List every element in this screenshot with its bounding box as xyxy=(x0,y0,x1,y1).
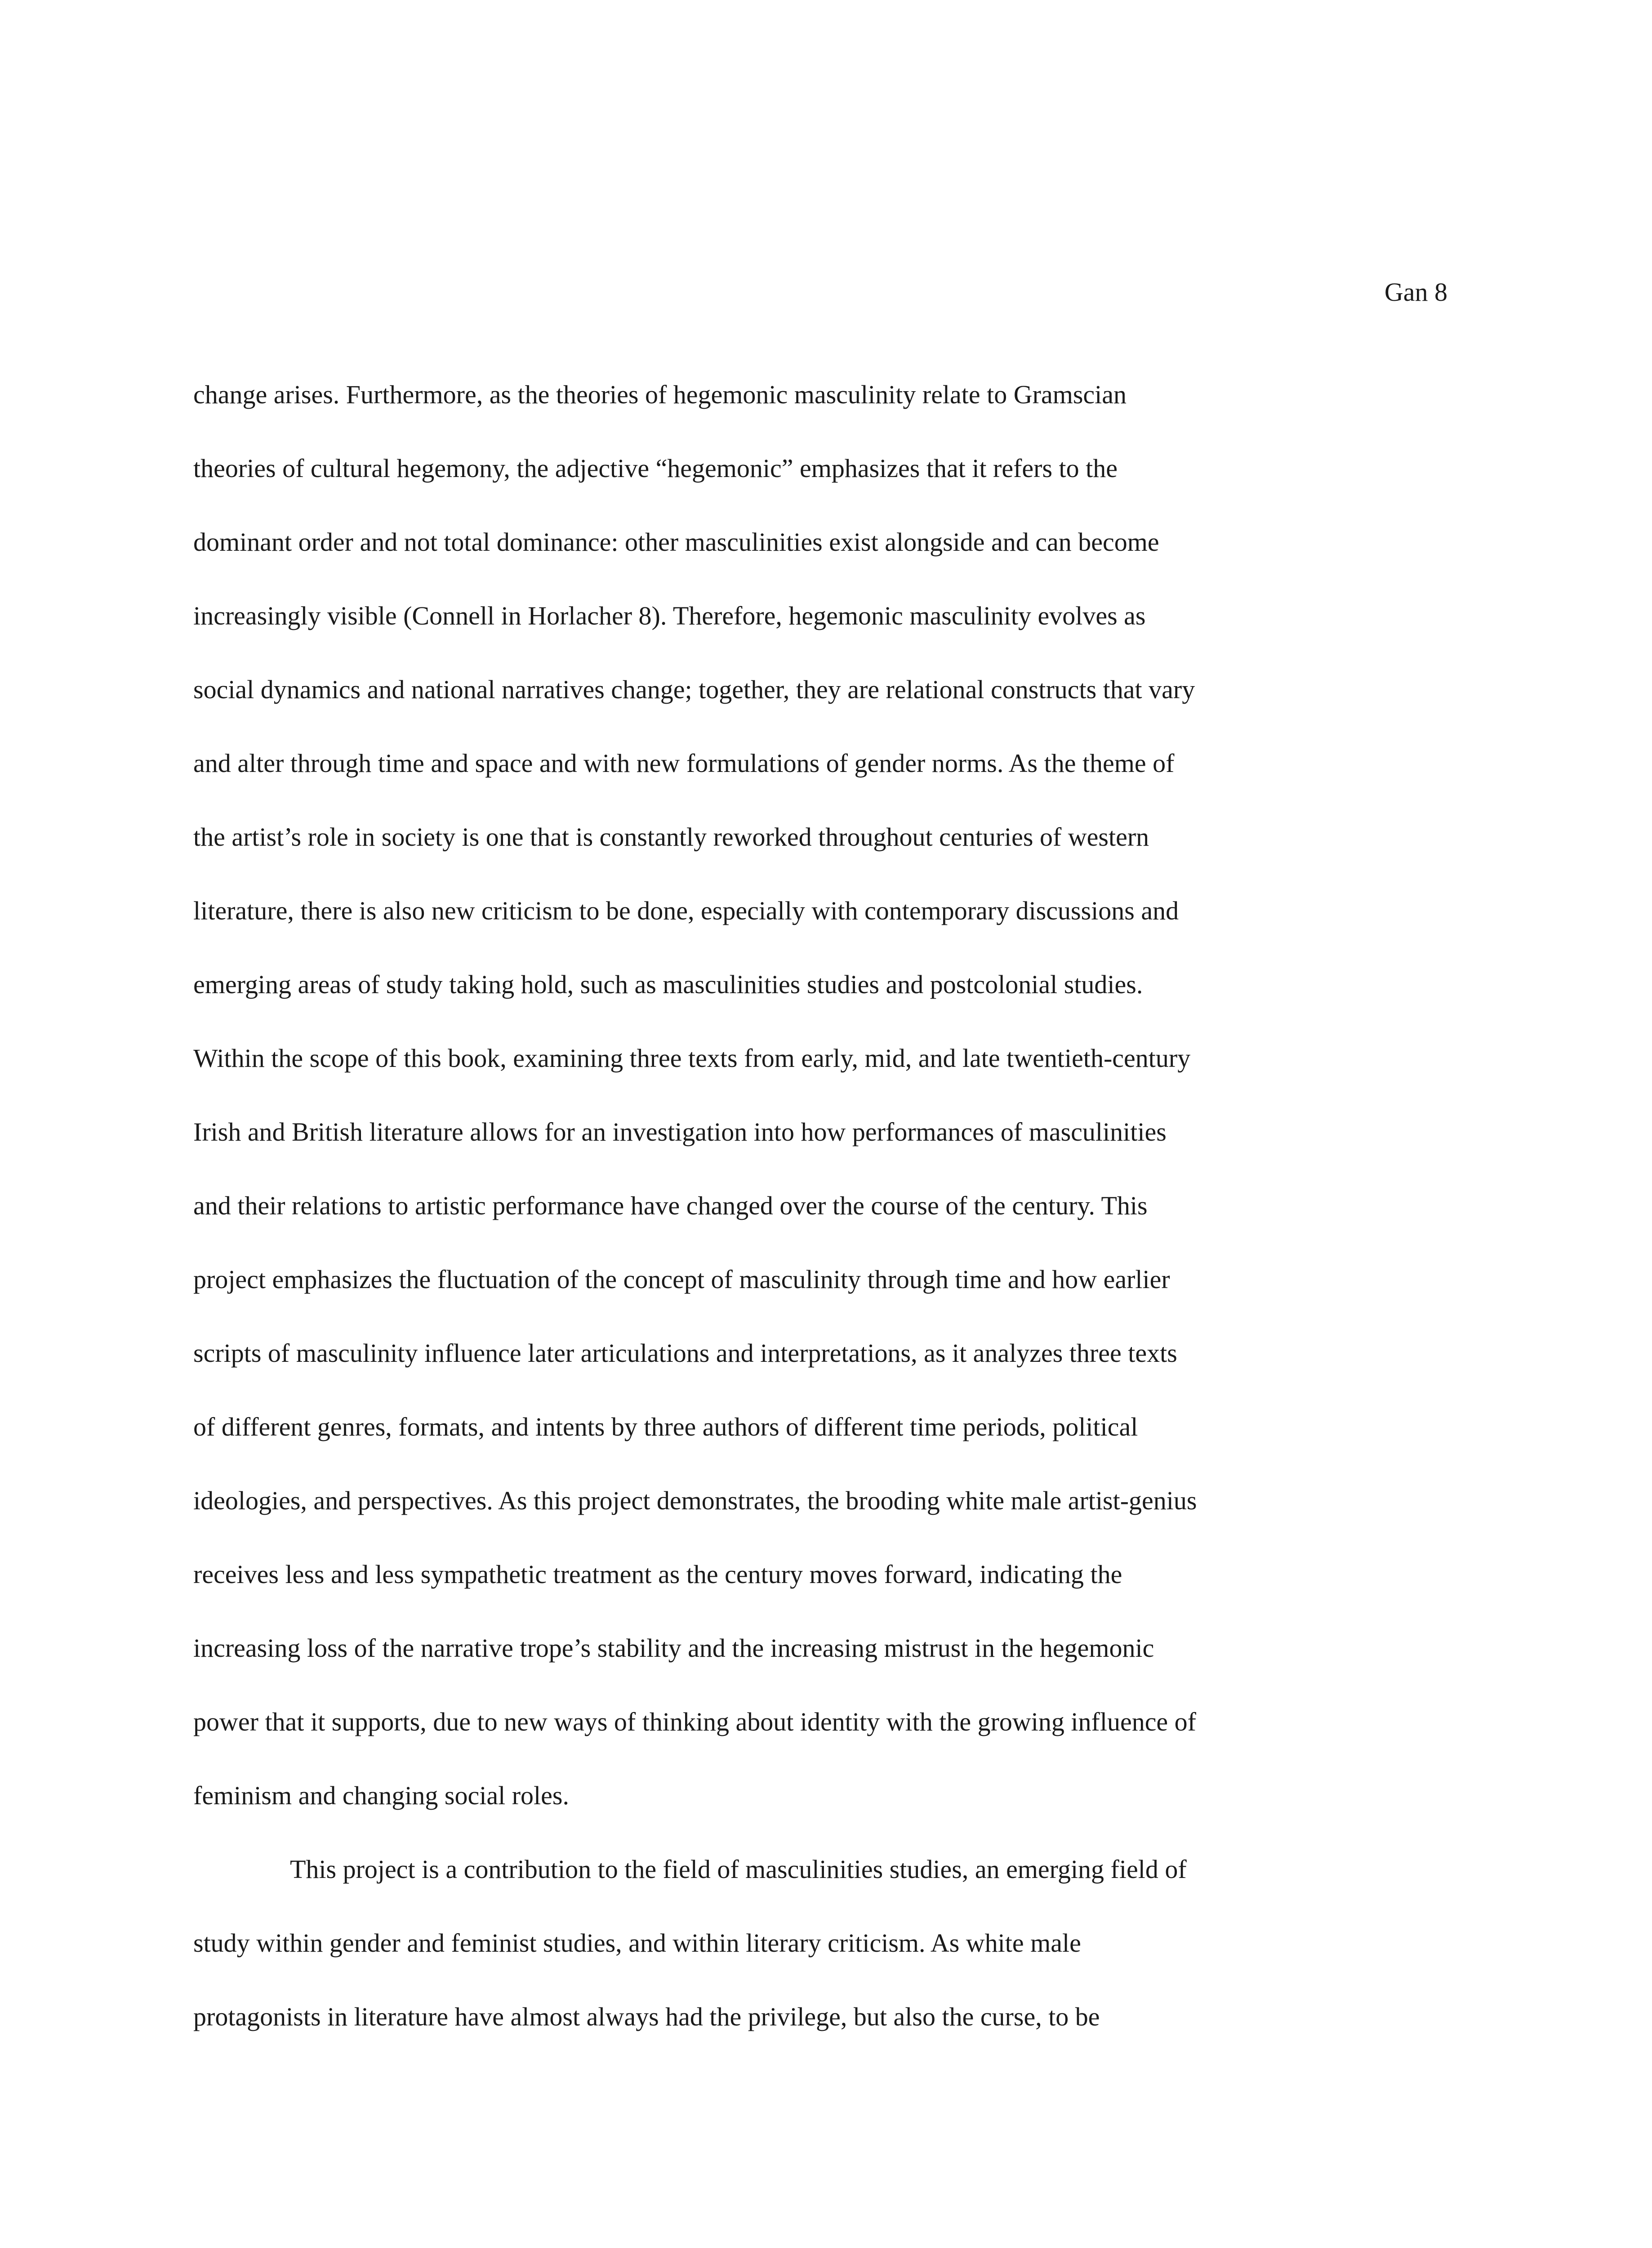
text-line: literature, there is also new criticism to be done, especially with contemporary discussions and xyxy=(193,896,1179,925)
text-line: study within gender and feminist studies, and within literary criticism. As white male xyxy=(193,1928,1081,1958)
text-line: increasing loss of the narrative trope’s stability and the increasing mistrust in the hegemonic xyxy=(193,1633,1154,1663)
text-line: protagonists in literature have almost always had the privilege, but also the curse, to be xyxy=(193,2002,1100,2031)
text-line: change arises. Furthermore, as the theories of hegemonic masculinity relate to Gramscian xyxy=(193,380,1127,409)
text-line: Irish and British literature allows for an investigation into how performances of masculinities xyxy=(193,1117,1167,1146)
text-line: and alter through time and space and with new formulations of gender norms. As the theme of xyxy=(193,749,1175,778)
text-line: of different genres, formats, and intents by three authors of different time periods, political xyxy=(193,1412,1138,1441)
text-line: social dynamics and national narratives change; together, they are relational constructs that vary xyxy=(193,675,1195,704)
text-line: theories of cultural hegemony, the adjective “hegemonic” emphasizes that it refers to the xyxy=(193,454,1118,483)
text-line: increasingly visible (Connell in Horlacher 8). Therefore, hegemonic masculinity evolves as xyxy=(193,601,1146,630)
text-line: the artist’s role in society is one that is constantly reworked throughout centuries of western xyxy=(193,822,1149,852)
text-line: project emphasizes the fluctuation of the concept of masculinity through time and how earlier xyxy=(193,1265,1170,1294)
text-line: receives less and less sympathetic treatment as the century moves forward, indicating the xyxy=(193,1560,1122,1589)
text-line: emerging areas of study taking hold, such as masculinities studies and postcolonial studies. xyxy=(193,970,1143,999)
body-text xyxy=(193,368,1452,2064)
text-line: scripts of masculinity influence later articulations and interpretations, as it analyzes three texts xyxy=(193,1338,1177,1368)
text-line: feminism and changing social roles. xyxy=(193,1781,569,1810)
text-line: Within the scope of this book, examining three texts from early, mid, and late twentieth-century xyxy=(193,1044,1191,1073)
text-line: ideologies, and perspectives. As this project demonstrates, the brooding white male artist-genius xyxy=(193,1486,1197,1515)
text-line: dominant order and not total dominance: other masculinities exist alongside and can become xyxy=(193,527,1159,557)
text-line: and their relations to artistic performance have changed over the course of the century. This xyxy=(193,1191,1148,1220)
text-line-indented: This project is a contribution to the field of masculinities studies, an emerging field of xyxy=(290,1855,1187,1884)
paragraph-2 xyxy=(193,1842,1452,2064)
text-line: power that it supports, due to new ways of thinking about identity with the growing influence of xyxy=(193,1707,1196,1736)
paragraph-1 xyxy=(193,368,1452,1842)
running-head: Gan 8 xyxy=(1384,277,1447,307)
